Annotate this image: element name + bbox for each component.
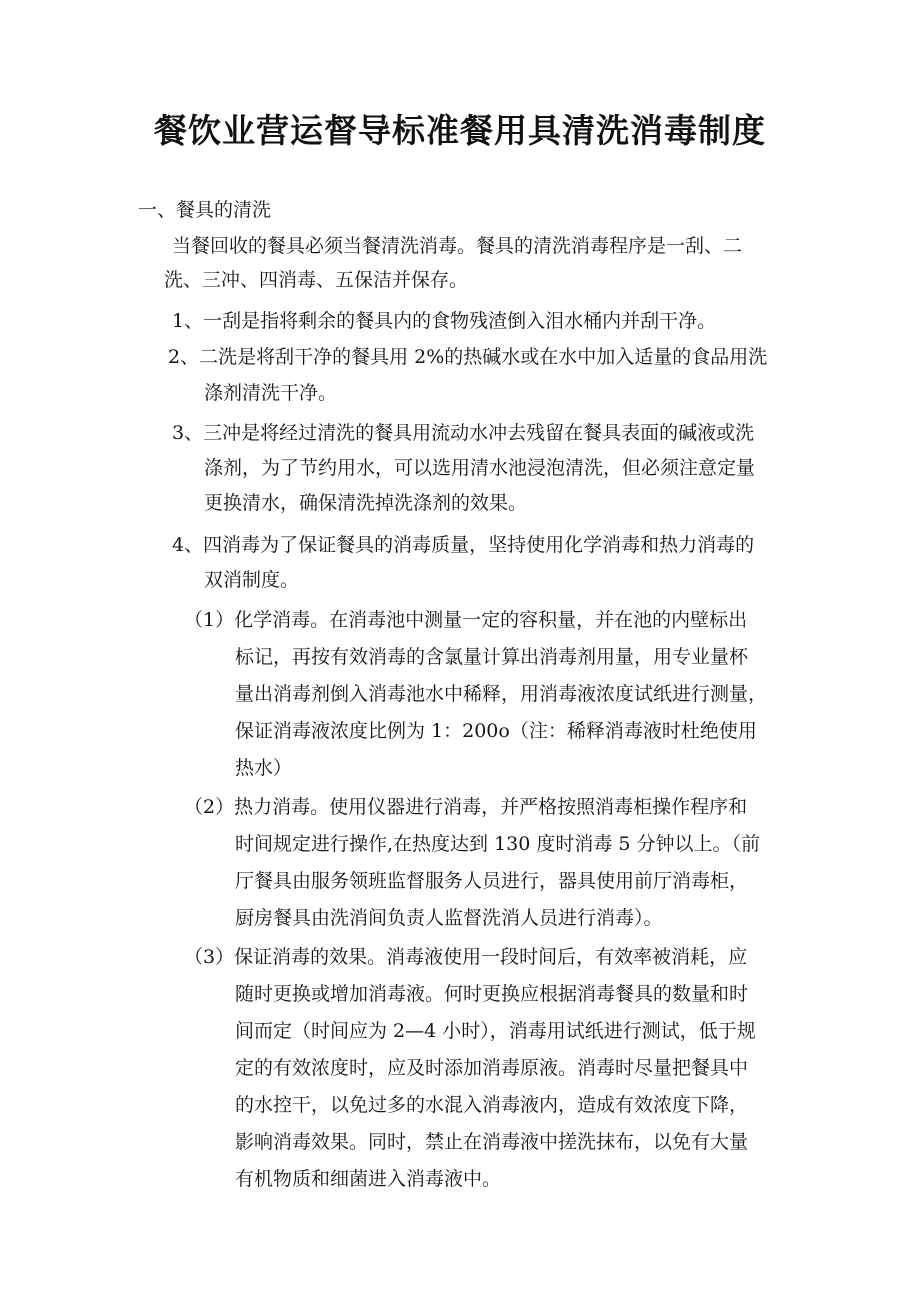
document-title: 餐饮业营运督导标准餐用具清洗消毒制度: [154, 111, 766, 150]
step3-line: 涤剂，为了节约用水，可以选用清水池浸泡清洗，但必须注意定量: [204, 457, 756, 479]
section-heading: 一、餐具的清洗: [138, 199, 272, 221]
step2-line: 2、二洗是将刮干净的餐具用 2%的热碱水或在水中加入适量的食品用洗: [168, 346, 768, 368]
sub3-line: 随时更换或增加消毒液。何时更换应根据消毒餐具的数量和时: [235, 983, 749, 1005]
step1-line: 1、一刮是指将剩余的餐具内的食物残渣倒入泪水桶内并刮干净。: [172, 310, 717, 332]
step4-line: 双消制度。: [204, 569, 300, 591]
sub1-line: 热水）: [235, 757, 293, 779]
step3-line: 3、三冲是将经过清洗的餐具用流动水冲去残留在餐具表面的碱液或洗: [172, 422, 755, 444]
sub1-line: 保证消毒液浓度比例为 1：200o（注：稀释消毒液时杜绝使用: [235, 720, 757, 742]
sub3-line: 有机物质和细菌进入消毒液中。: [235, 1168, 502, 1190]
step3-line: 更换清水，确保清洗掉洗涤剂的效果。: [204, 492, 528, 514]
step4-line: 4、四消毒为了保证餐具的消毒质量，坚持使用化学消毒和热力消毒的: [172, 534, 755, 556]
sub2-line: （2）热力消毒。使用仪器进行消毒，并严格按照消毒柜操作程序和: [184, 796, 748, 818]
sub2-line: 厅餐具由服务领班监督服务人员进行，器具使用前厅消毒柜，: [235, 870, 749, 892]
sub3-line: 的水控干，以免过多的水混入消毒液内，造成有效浓度下降，: [235, 1094, 749, 1116]
sub3-line: （3）保证消毒的效果。消毒液使用一段时间后，有效率被消耗，应: [184, 946, 748, 968]
step2-line: 涤剂清洗干净。: [204, 382, 338, 404]
sub1-line: 量出消毒剂倒入消毒池水中稀释，用消毒液浓度试纸进行测量，: [235, 683, 768, 705]
sub3-line: 间而定（时间应为 2—4 小时），消毒用试纸进行测试，低于规: [235, 1020, 756, 1042]
intro-line: 洗、三冲、四消毒、五保洁并保存。: [164, 269, 469, 291]
sub3-line: 定的有效浓度时，应及时添加消毒原液。消毒时尽量把餐具中: [235, 1057, 749, 1079]
sub2-line: 厨房餐具由洗消间负责人监督洗消人员进行消毒）。: [235, 907, 663, 929]
sub1-line: 标记，再按有效消毒的含氯量计算出消毒剂用量，用专业量杯: [235, 646, 749, 668]
sub1-line: （1）化学消毒。在消毒池中测量一定的容积量，并在池的内壁标出: [184, 609, 748, 631]
intro-line: 当餐回收的餐具必须当餐清洗消毒。餐具的清洗消毒程序是一刮、二: [172, 235, 743, 257]
sub3-line: 影响消毒效果。同时，禁止在消毒液中搓洗抹布，以免有大量: [235, 1131, 749, 1153]
sub2-line: 时间规定进行操作,在热度达到 130 度时消毒 5 分钟以上。（前: [235, 833, 761, 855]
